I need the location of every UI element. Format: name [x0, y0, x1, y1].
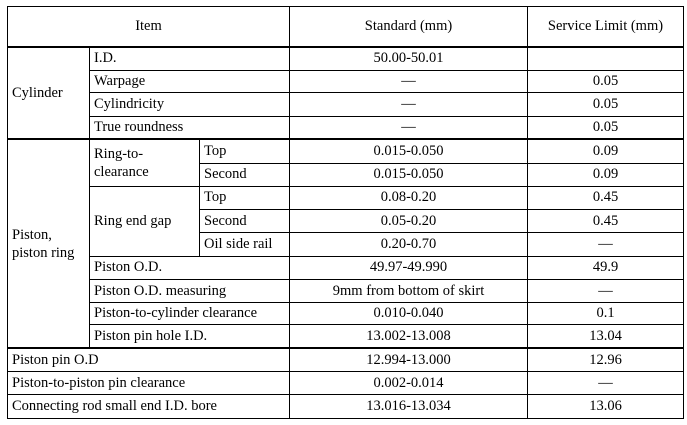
- header-service-limit: Service Limit (mm): [528, 7, 684, 48]
- item-name: Warpage: [90, 70, 290, 92]
- table-row: [8, 279, 684, 302]
- limit-value: —: [528, 279, 684, 302]
- item-name: Piston O.D. measuring: [90, 279, 290, 302]
- limit-value: 0.05: [528, 70, 684, 92]
- limit-value: [528, 47, 684, 70]
- standard-value: 9mm from bottom of skirt: [290, 279, 528, 302]
- spec-table: [7, 6, 684, 419]
- standard-value: 0.010-0.040: [290, 303, 528, 325]
- item-name: Piston pin hole I.D.: [90, 325, 290, 348]
- item-name: Oil side rail: [200, 233, 290, 256]
- item-name: Piston pin O.D: [8, 348, 290, 371]
- table-row: [8, 70, 684, 92]
- standard-value: —: [290, 70, 528, 92]
- standard-value: 0.20-0.70: [290, 233, 528, 256]
- header-row: [8, 7, 684, 48]
- group-label-piston: Piston, piston ring: [8, 139, 90, 348]
- table-row: [8, 303, 684, 325]
- item-name: I.D.: [90, 47, 290, 70]
- table-row: [8, 139, 684, 163]
- limit-value: 0.45: [528, 186, 684, 209]
- item-name: Cylindricity: [90, 93, 290, 116]
- table-row: [8, 47, 684, 70]
- standard-value: 0.05-0.20: [290, 209, 528, 232]
- limit-value: 13.06: [528, 395, 684, 419]
- subgroup-label-ring-clearance: Ring-to-clearance: [90, 139, 200, 186]
- standard-value: —: [290, 93, 528, 116]
- item-name: Second: [200, 209, 290, 232]
- item-name: Piston O.D.: [90, 256, 290, 279]
- header-item: Item: [8, 7, 290, 48]
- standard-value: 13.016-13.034: [290, 395, 528, 419]
- table-row: [8, 93, 684, 116]
- limit-value: 12.96: [528, 348, 684, 371]
- table-row: [8, 348, 684, 371]
- item-name: Top: [200, 139, 290, 163]
- limit-value: 0.05: [528, 116, 684, 139]
- limit-value: 13.04: [528, 325, 684, 348]
- limit-value: 0.05: [528, 93, 684, 116]
- limit-value: 0.1: [528, 303, 684, 325]
- standard-value: 50.00-50.01: [290, 47, 528, 70]
- standard-value: 0.015-0.050: [290, 164, 528, 186]
- limit-value: —: [528, 233, 684, 256]
- subgroup-label-ring-end-gap: Ring end gap: [90, 186, 200, 256]
- standard-value: 49.97-49.990: [290, 256, 528, 279]
- standard-value: 0.015-0.050: [290, 139, 528, 163]
- table-row: [8, 116, 684, 139]
- limit-value: 0.09: [528, 164, 684, 186]
- standard-value: —: [290, 116, 528, 139]
- table-row: [8, 372, 684, 395]
- item-name: True roundness: [90, 116, 290, 139]
- group-label-cylinder: Cylinder: [8, 47, 90, 139]
- limit-value: 49.9: [528, 256, 684, 279]
- table-row: [8, 395, 684, 419]
- standard-value: 0.002-0.014: [290, 372, 528, 395]
- item-name: Connecting rod small end I.D. bore: [8, 395, 290, 419]
- table-row: [8, 256, 684, 279]
- header-standard: Standard (mm): [290, 7, 528, 48]
- item-name: Top: [200, 186, 290, 209]
- limit-value: —: [528, 372, 684, 395]
- table-row: [8, 186, 684, 209]
- item-name: Piston-to-cylinder clearance: [90, 303, 290, 325]
- item-name: Second: [200, 164, 290, 186]
- standard-value: 13.002-13.008: [290, 325, 528, 348]
- table-row: [8, 325, 684, 348]
- limit-value: 0.09: [528, 139, 684, 163]
- item-name: Piston-to-piston pin clearance: [8, 372, 290, 395]
- standard-value: 0.08-0.20: [290, 186, 528, 209]
- standard-value: 12.994-13.000: [290, 348, 528, 371]
- limit-value: 0.45: [528, 209, 684, 232]
